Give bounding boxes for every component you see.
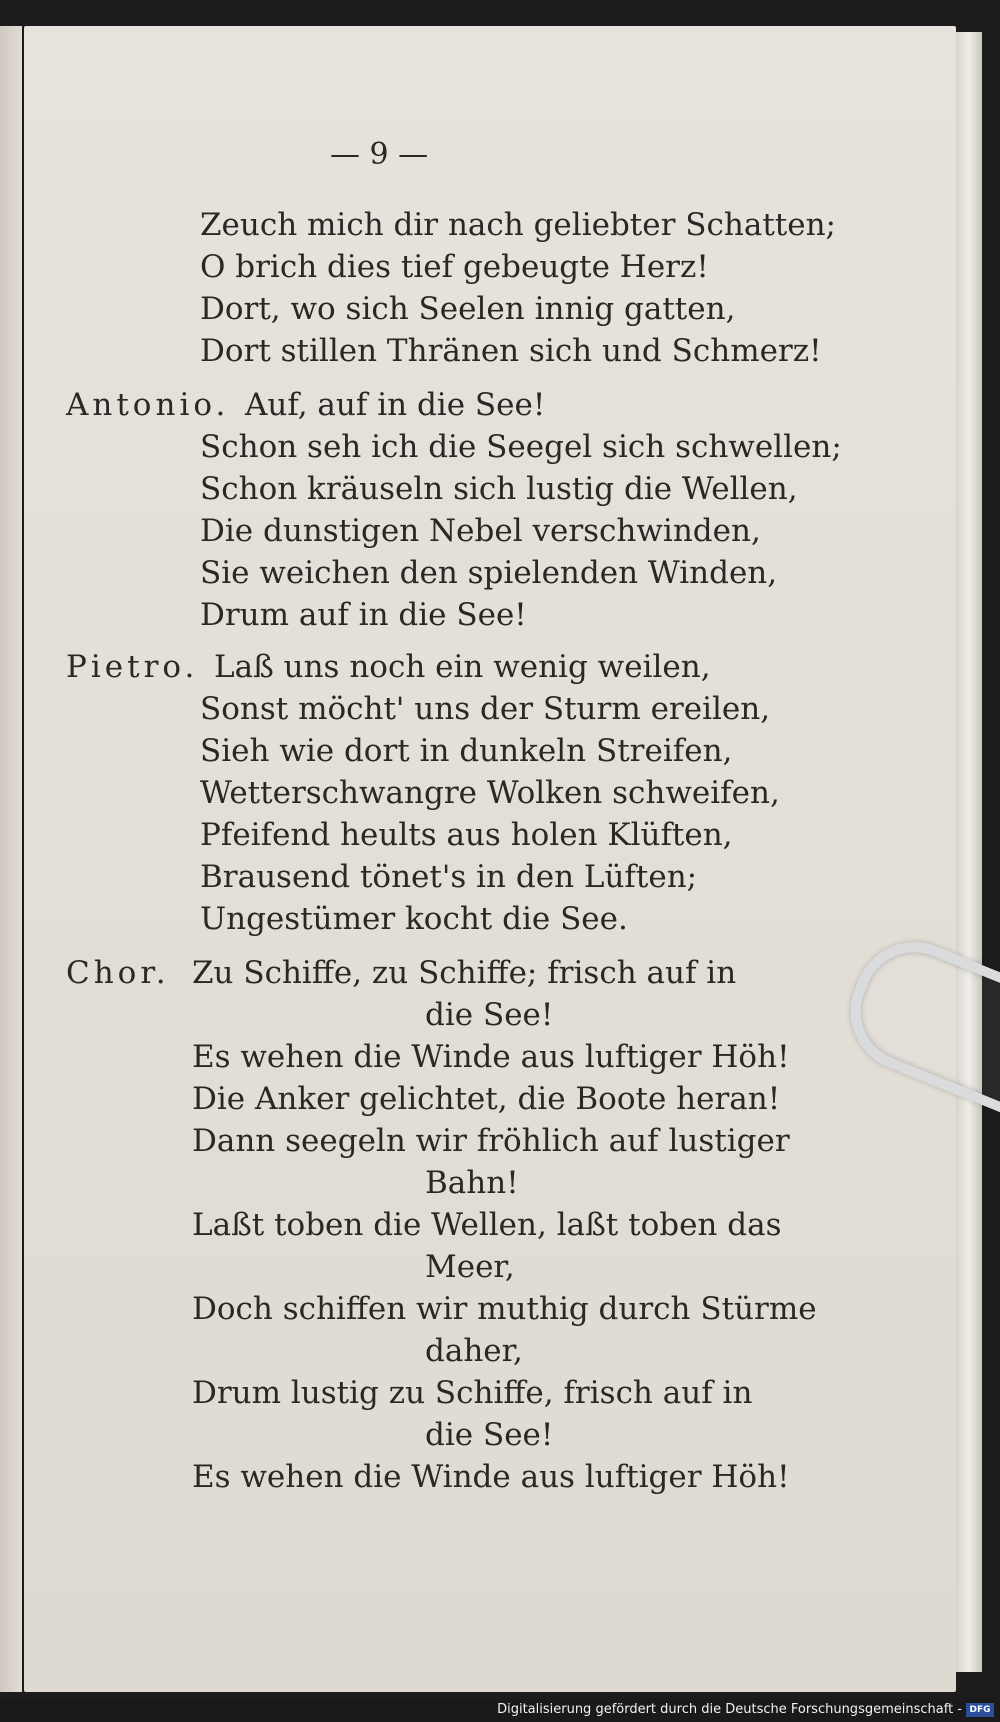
verse-line: O brich dies tief gebeugte Herz!: [200, 249, 709, 285]
verse-line: Doch schiffen wir muthig durch Stürme: [192, 1291, 817, 1327]
dfg-logo: DFG: [966, 1703, 994, 1717]
page-number: — 9 —: [330, 137, 429, 172]
verse-line: Dort, wo sich Seelen innig gatten,: [200, 291, 736, 327]
verse-line: Laß uns noch ein wenig weilen,: [214, 649, 711, 685]
verse-line: Drum auf in die See!: [200, 597, 527, 633]
verse-line: Wetterschwangre Wolken schweifen,: [200, 775, 780, 811]
verse-line: Sie weichen den spielenden Winden,: [200, 555, 778, 591]
verse-line: Es wehen die Winde aus luftiger Höh!: [192, 1459, 790, 1495]
verse-line: Es wehen die Winde aus luftiger Höh!: [192, 1039, 790, 1075]
verse-line: Schon kräuseln sich lustig die Wellen,: [200, 471, 798, 507]
verse-line: die See!: [425, 1417, 554, 1453]
verse-line: Die dunstigen Nebel verschwinden,: [200, 513, 761, 549]
verse-line: Sieh wie dort in dunkeln Streifen,: [200, 733, 733, 769]
speaker-name: Pietro.: [66, 649, 199, 685]
verse-line: Pfeifend heults aus holen Klüften,: [200, 817, 733, 853]
speaker-name: Antonio.: [66, 387, 230, 423]
speaker-name: Chor.: [66, 955, 170, 991]
verse-line: die See!: [425, 997, 554, 1033]
digitization-credit: Digitalisierung gefördert durch die Deutsche Forschungsgemeinschaft -: [497, 1702, 962, 1717]
verse-line: Auf, auf in die See!: [245, 387, 546, 423]
verse-line: Zeuch mich dir nach geliebter Schatten;: [200, 207, 836, 243]
verse-line: Dort stillen Thränen sich und Schmerz!: [200, 333, 822, 369]
verse-line: Laßt toben die Wellen, laßt toben das: [192, 1207, 782, 1243]
verse-line: daher,: [425, 1333, 523, 1369]
verse-line: Drum lustig zu Schiffe, frisch auf in: [192, 1375, 753, 1411]
verse-line: Ungestümer kocht die See.: [200, 901, 628, 937]
verse-line: Die Anker gelichtet, die Boote heran!: [192, 1081, 781, 1117]
verse-line: Sonst möcht' uns der Sturm ereilen,: [200, 691, 771, 727]
verse-line: Meer,: [425, 1249, 515, 1285]
verse-line: Brausend tönet's in den Lüften;: [200, 859, 698, 895]
verse-line: Zu Schiffe, zu Schiffe; frisch auf in: [192, 955, 737, 991]
verse-line: Schon seh ich die Seegel sich schwellen;: [200, 429, 842, 465]
verse-line: Bahn!: [425, 1165, 519, 1201]
verse-line: Dann seegeln wir fröhlich auf lustiger: [192, 1123, 790, 1159]
